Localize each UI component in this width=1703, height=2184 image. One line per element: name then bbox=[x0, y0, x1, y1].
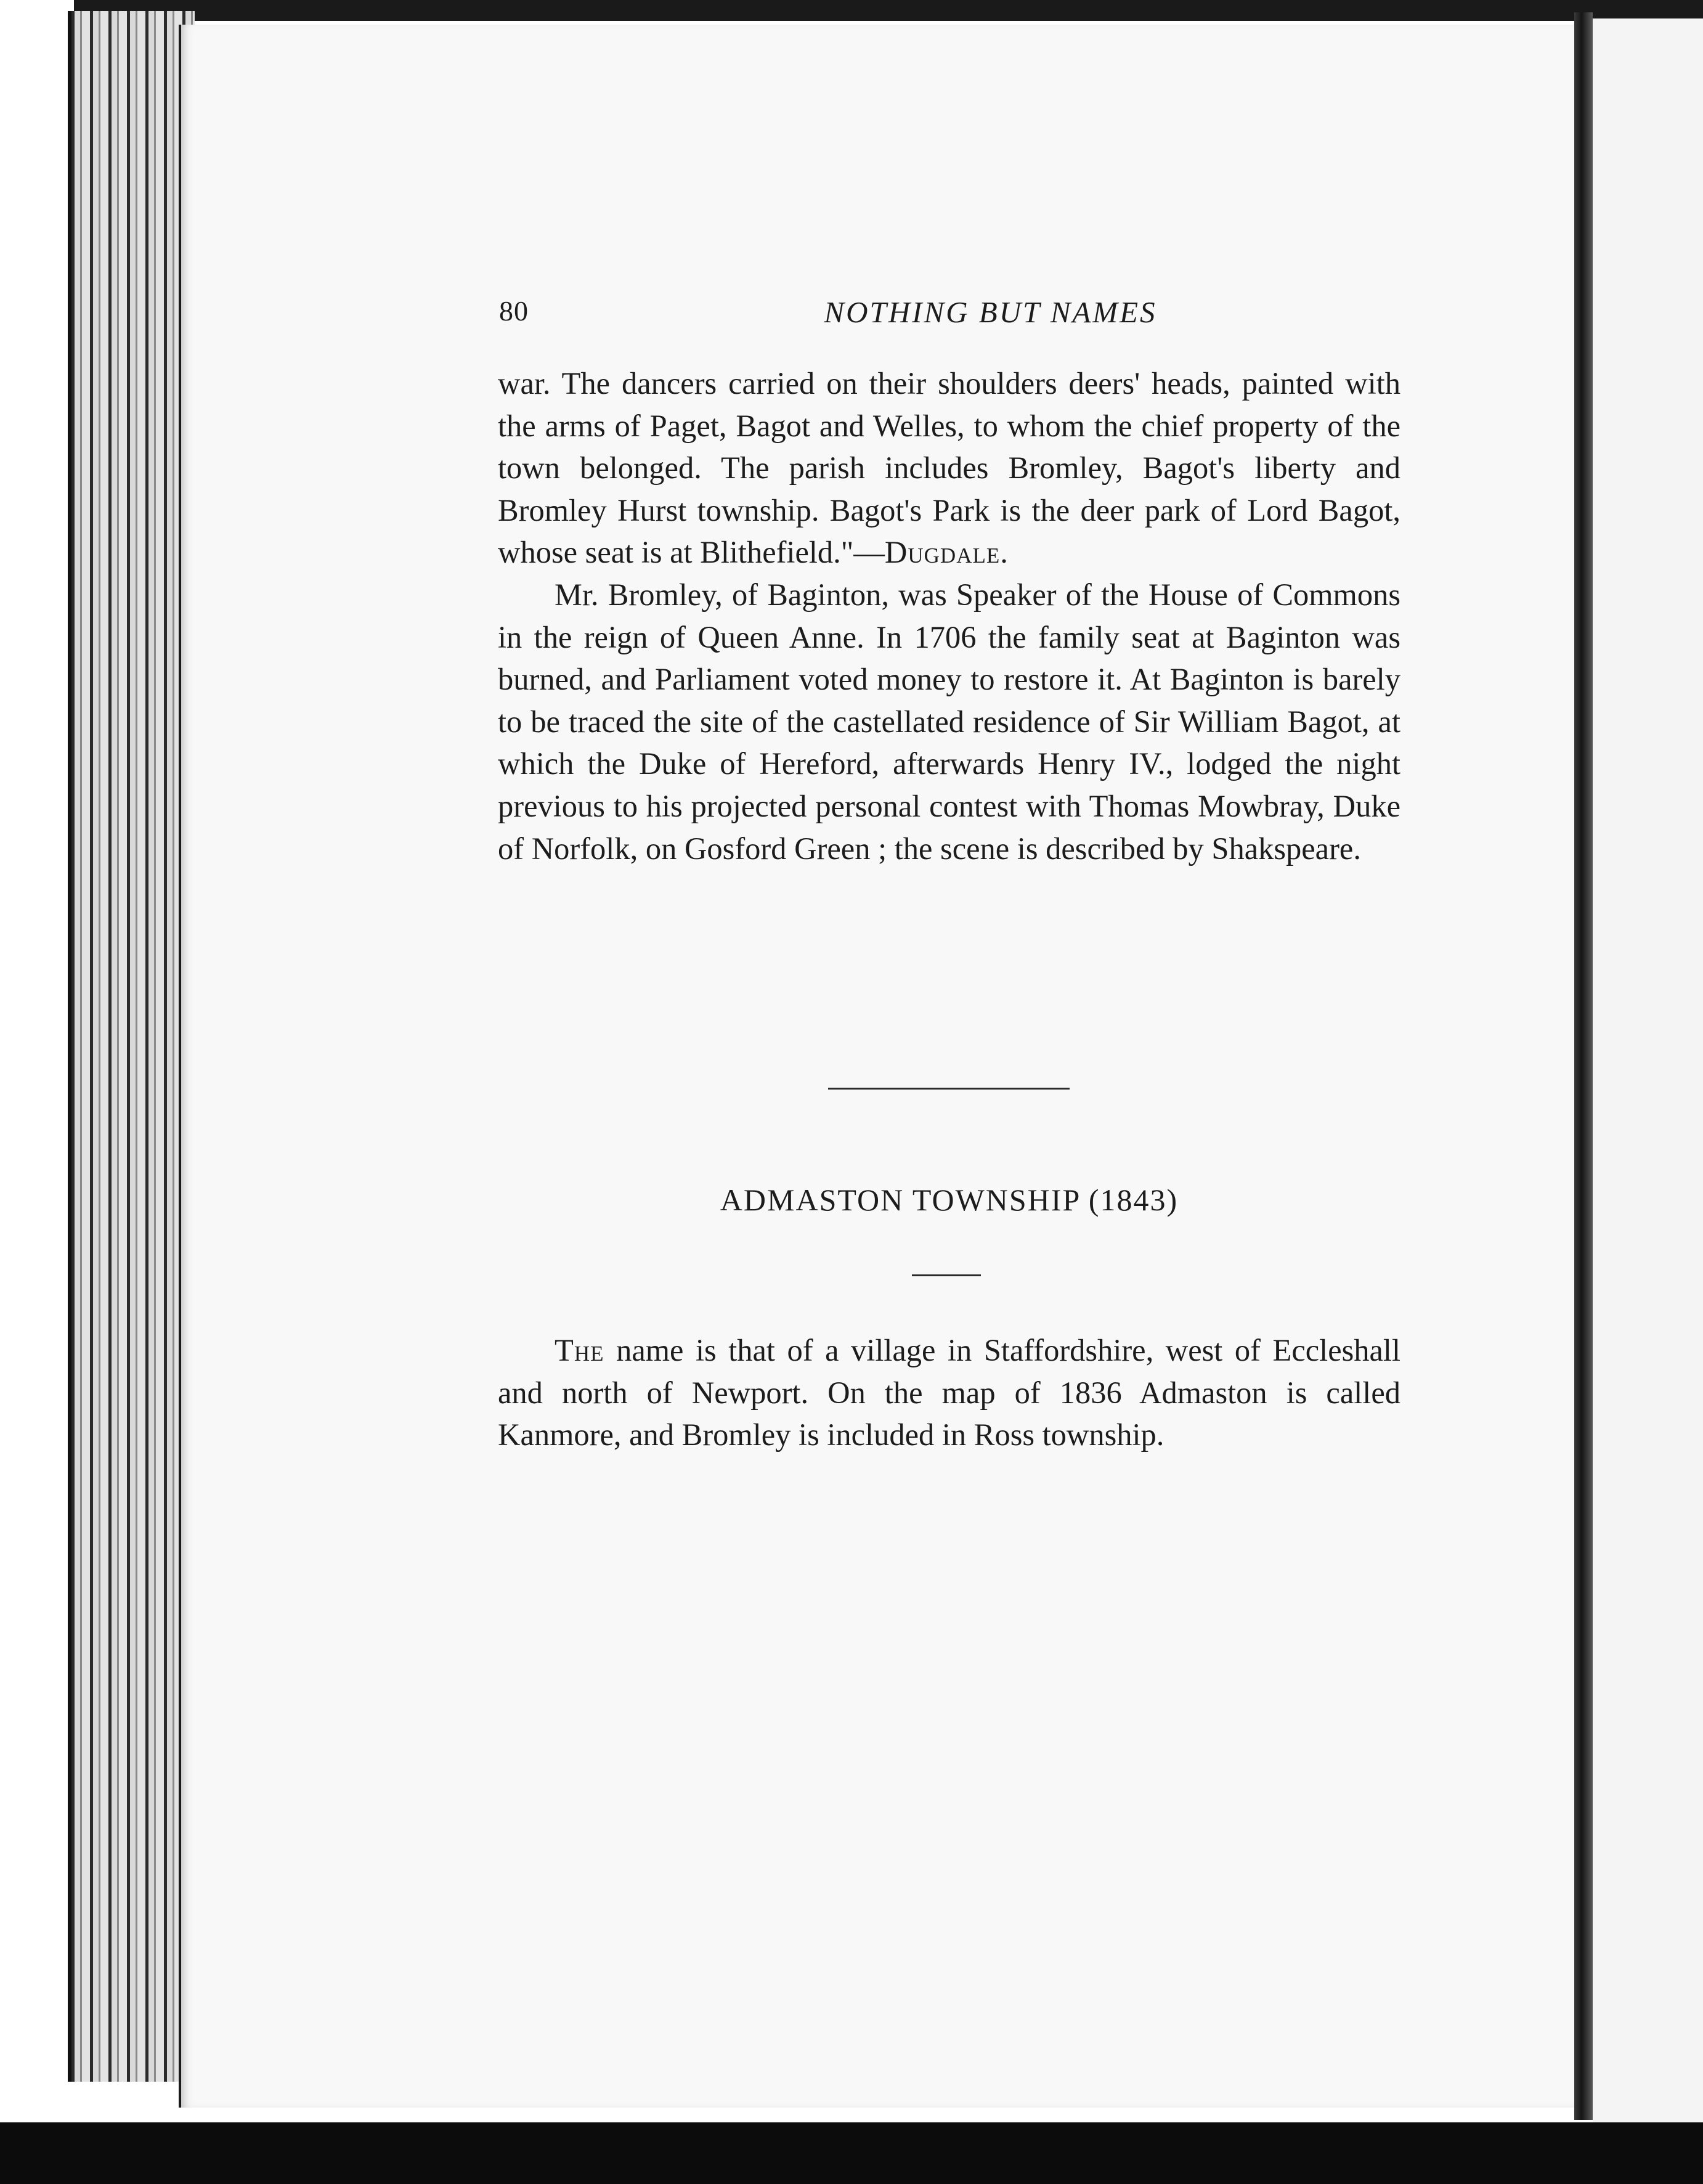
paragraph-bromley: Mr. Bromley, of Baginton, was Speaker of the House of Commons in the reign of Queen Anne. In 1706 the family seat at Baginton was burned, and Parliament voted money to restore it. At Baginton is barely to be traced the site of the castellated residence of Sir William Bagot, at which the Duke of Hereford, afterwards Henry IV., lodged the night previous to his projected personal contest with Thomas Mowbray, Duke of Norfolk, on Gosford Green ; the scene is described by Shakspeare. bbox=[498, 577, 1400, 866]
page-header bbox=[499, 295, 1402, 338]
citation-dugdale: Dugdale. bbox=[884, 535, 1009, 570]
running-title: NOTHING BUT NAMES bbox=[824, 295, 1157, 329]
paragraph-text: war. The dancers carried on their shoulders deers' heads, painted with the arms of Paget, Bagot and Welles, to whom the chief property of the town belonged. The parish includes Bromley, Bagot's liberty and Bromley Hurst township. Bagot's Park is the deer park of Lord Bagot, whose seat is at Blithefield."— bbox=[498, 366, 1400, 570]
heading-underline bbox=[912, 1274, 981, 1276]
scan-bottom-edge bbox=[0, 2122, 1703, 2184]
paragraph-admaston bbox=[498, 1329, 1400, 1456]
page-number: 80 bbox=[499, 295, 529, 327]
facing-page-edge bbox=[1593, 18, 1703, 2122]
section-divider bbox=[828, 1088, 1070, 1090]
body-text-top bbox=[498, 362, 1400, 870]
section-heading: ADMASTON TOWNSHIP (1843) bbox=[720, 1183, 1179, 1217]
lead-word: The bbox=[555, 1333, 604, 1367]
paragraph-continuation bbox=[498, 362, 1400, 574]
body-text-section bbox=[498, 1329, 1400, 1456]
paragraph-text: name is that of a village in Staffordshire, west of Eccleshall and north of Newport. On the map of 1836 Admaston is called Kanmore, and Bromley is included in Ross township. bbox=[498, 1333, 1400, 1453]
book-page-edges bbox=[68, 11, 195, 2082]
scan-top-edge bbox=[74, 0, 1703, 21]
book-gutter bbox=[1574, 12, 1593, 2120]
